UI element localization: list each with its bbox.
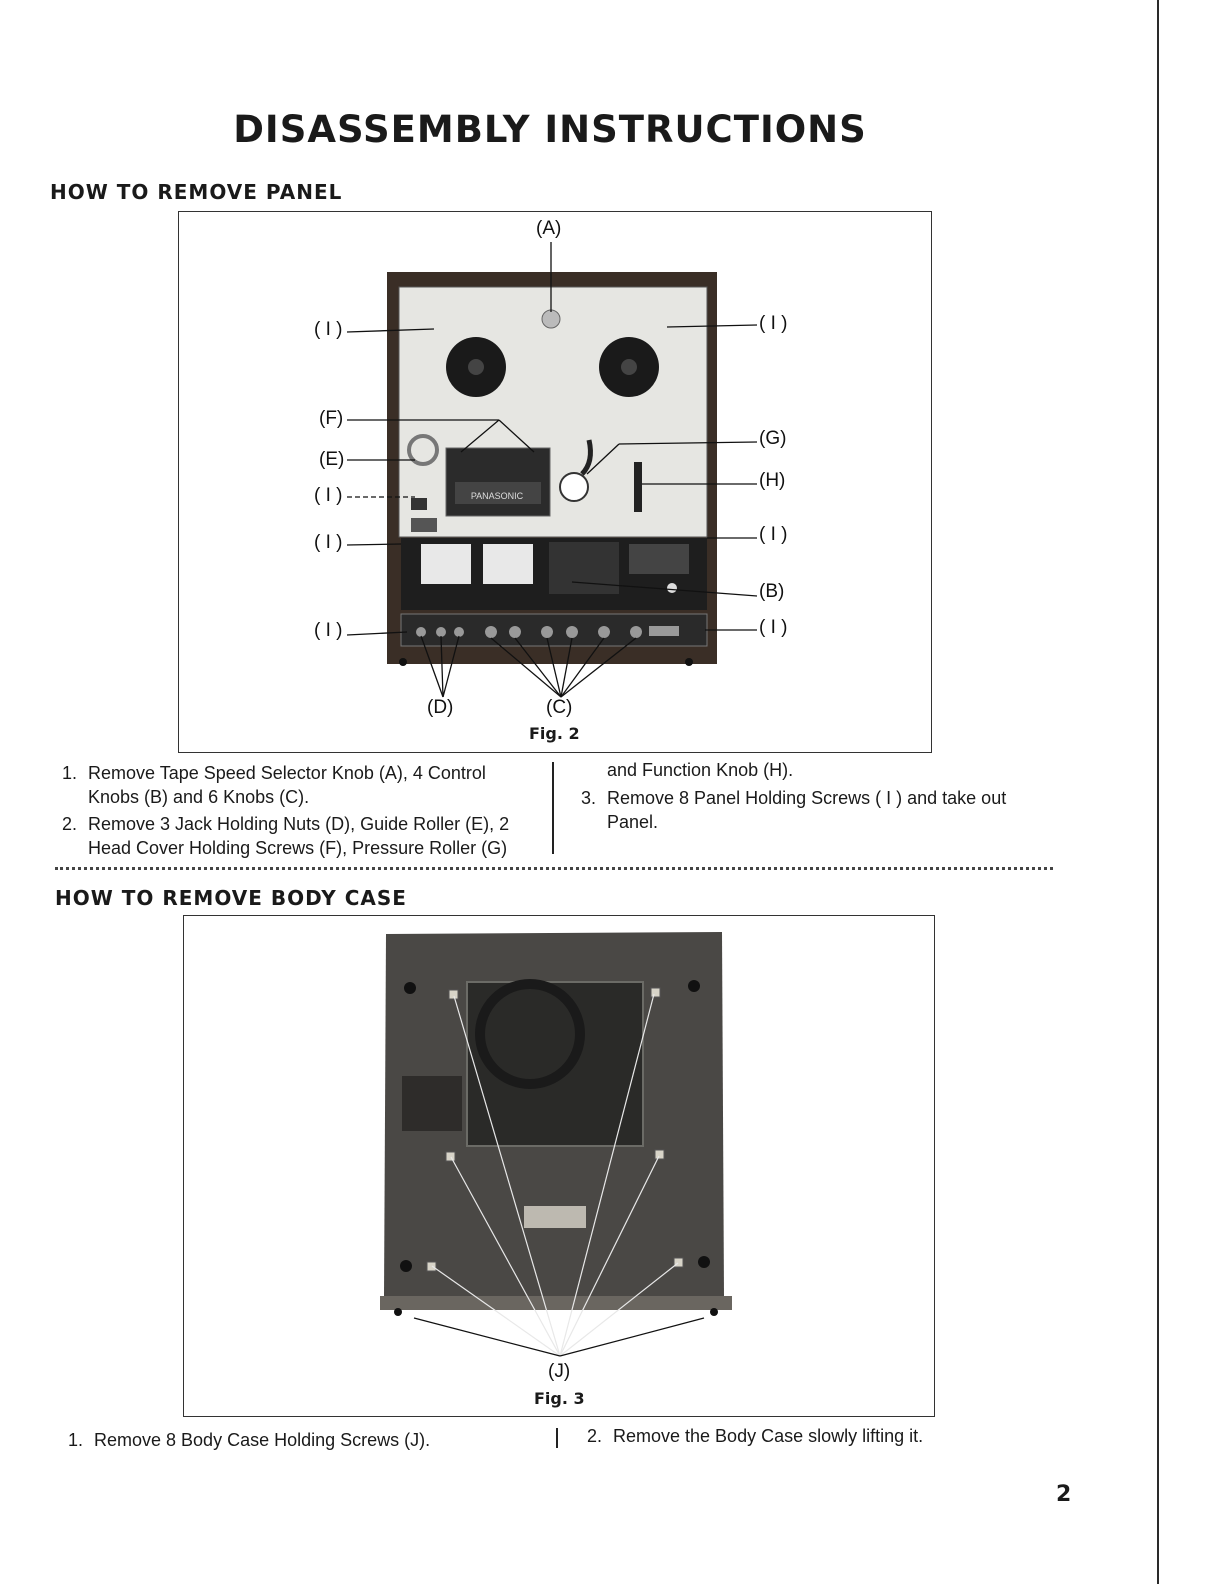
step-text: Remove 8 Body Case Holding Screws (J). bbox=[94, 1430, 431, 1450]
page-number: 2 bbox=[1056, 1482, 1072, 1507]
callout-g: (G) bbox=[759, 428, 787, 449]
connector-box bbox=[402, 1076, 462, 1131]
callout-i-mid-right: ( I ) bbox=[759, 524, 788, 545]
body-case-step-1 bbox=[68, 1428, 528, 1452]
step-number: 1. bbox=[62, 763, 78, 783]
callout-i-mid-left: ( I ) bbox=[314, 532, 343, 553]
vu-meter-right bbox=[483, 544, 533, 584]
tape-speed-selector-knob bbox=[542, 310, 560, 328]
vu-meter-left bbox=[421, 544, 471, 584]
head-cover-brand: PANASONIC bbox=[470, 491, 524, 501]
callout-i-top-right: ( I ) bbox=[759, 313, 788, 334]
step-text: Remove 8 Panel Holding Screws ( I ) and take out bbox=[607, 788, 1007, 808]
callout-i-bottom-right: ( I ) bbox=[759, 617, 788, 638]
section-heading-remove-panel: HOW TO REMOVE PANEL bbox=[50, 180, 343, 204]
page-title: DISASSEMBLY INSTRUCTIONS bbox=[233, 108, 867, 151]
panel-step-3 bbox=[581, 786, 1061, 834]
panel-step-2-continued bbox=[581, 758, 1061, 782]
callout-f: (F) bbox=[319, 408, 344, 429]
section-heading-remove-body-case: HOW TO REMOVE BODY CASE bbox=[55, 886, 407, 910]
callout-c: (C) bbox=[546, 697, 573, 718]
body-case-step-2 bbox=[587, 1424, 1007, 1448]
column-divider bbox=[556, 1428, 558, 1448]
step-number: 3. bbox=[581, 788, 597, 808]
figure-2-illustration bbox=[179, 212, 931, 752]
callout-i-head: ( I ) bbox=[314, 485, 343, 506]
section-separator bbox=[55, 867, 1053, 870]
callout-e: (E) bbox=[319, 449, 345, 470]
column-divider bbox=[552, 762, 554, 854]
step-number: 2. bbox=[62, 814, 78, 834]
figure-3-caption: Fig. 3 bbox=[534, 1389, 585, 1408]
figure-3-frame bbox=[183, 915, 935, 1417]
panel-step-2 bbox=[62, 812, 542, 860]
callout-j: (J) bbox=[548, 1361, 571, 1382]
step-text-cont: Head Cover Holding Screws (F), Pressure Roller (G) bbox=[88, 838, 508, 858]
step-text: Remove 3 Jack Holding Nuts (D), Guide Roller (E), 2 bbox=[88, 814, 510, 834]
panel-step-1 bbox=[62, 761, 532, 809]
slider-controls bbox=[549, 542, 619, 594]
step-text: Remove Tape Speed Selector Knob (A), 4 Control bbox=[88, 763, 486, 783]
callout-a: (A) bbox=[536, 218, 562, 239]
rating-label bbox=[524, 1206, 586, 1228]
callout-i-bottom-left: ( I ) bbox=[314, 620, 343, 641]
pressure-roller bbox=[560, 473, 588, 501]
callout-d: (D) bbox=[427, 697, 454, 718]
callout-i-top-left: ( I ) bbox=[314, 319, 343, 340]
function-knob bbox=[634, 462, 642, 512]
page-right-edge-rule bbox=[1157, 0, 1159, 1584]
step-text-cont: Panel. bbox=[607, 812, 659, 832]
step-number: 2. bbox=[587, 1426, 603, 1446]
figure-3-illustration bbox=[184, 916, 934, 1416]
callout-b: (B) bbox=[759, 581, 785, 602]
callout-h: (H) bbox=[759, 470, 786, 491]
figure-2-frame bbox=[178, 211, 932, 753]
step-text-cont: and Function Knob (H). bbox=[607, 760, 794, 780]
figure-2-caption: Fig. 2 bbox=[529, 724, 580, 743]
step-text: Remove the Body Case slowly lifting it. bbox=[613, 1426, 924, 1446]
step-text-cont: Knobs (B) and 6 Knobs (C). bbox=[88, 787, 310, 807]
step-number: 1. bbox=[68, 1430, 84, 1450]
